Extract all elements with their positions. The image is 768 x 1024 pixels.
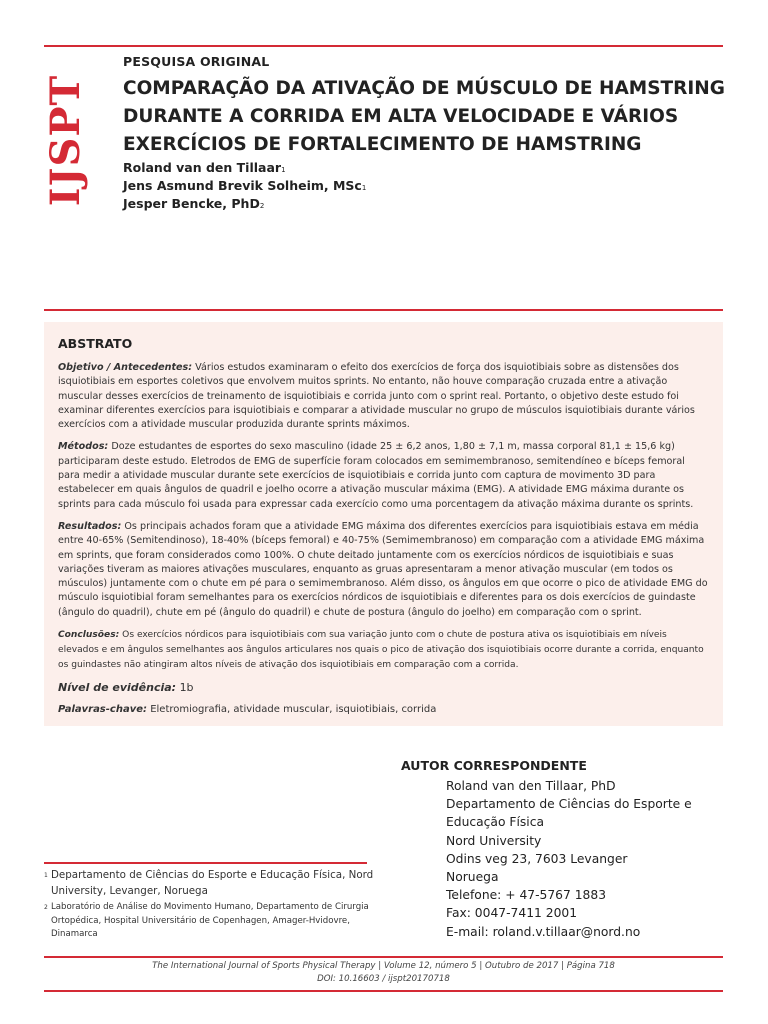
footer-citation: The International Journal of Sports Physical Therapy | Volume 12, número 5 | Outubro de 2017 | Página 718 bbox=[152, 961, 615, 971]
corresponding-address bbox=[446, 777, 692, 941]
author-name: Roland van den Tillaar bbox=[123, 160, 282, 175]
abstract-results bbox=[58, 520, 709, 620]
footnote-text: Laboratório de Análise do Movimento Humano, Departamento de Cirurgia Ortopédica, Hospital Universitário de Copenhagen, Amager-Hvidovre, Dinamarca bbox=[51, 902, 369, 939]
corresponding-line: Odins veg 23, 7603 Levanger bbox=[446, 851, 628, 866]
corresponding-fax: Fax: 0047-7411 2001 bbox=[446, 906, 578, 921]
results-text: Os principais achados foram que a atividade EMG máxima dos diferentes exercícios para isquiotibiais estava em média entre 40-65% (Semitendinoso), 18-40% (bíceps femoral) e 40-75% (Semimembranoso) em comparação com a atividade EMG máxima em sprints, que foram considerados como 100%. O chute deitado juntamente com os exercícios nórdicos de isquiotibiais e suas variações tiveram as maiores ativações musculares, enquanto as gruas apresentaram a menor ativação muscular (em todos os músculos) juntamente com o chute em pé para o semimembranoso. Além disso, os ângulos em que ocorre o pico de atividade EMG do músculo isquiotibial foram semelhantes para os exercícios nórdicos de isquiotibiais e diferentes para os dois exercícios de guindaste (ângulo do quadril), chute em pé (ângulo do quadril) e chute de postura (ângulo do joelho) em comparação com o sprint. bbox=[58, 520, 708, 618]
footnote-number: 1 bbox=[44, 872, 48, 879]
corresponding-phone: Telefone: + 47-5767 1883 bbox=[446, 888, 607, 903]
keywords-value: Eletromiografia, atividade muscular, isquiotibiais, corrida bbox=[150, 704, 437, 716]
abstract-objective bbox=[58, 361, 709, 432]
author-affiliation: 2 bbox=[259, 202, 265, 210]
top-rule bbox=[44, 45, 723, 47]
corresponding-line: Educação Física bbox=[446, 815, 545, 830]
author-affiliation: 1 bbox=[281, 166, 286, 174]
keywords bbox=[58, 704, 709, 715]
evidence-label: Nível de evidência: bbox=[58, 681, 177, 695]
author bbox=[123, 196, 366, 214]
methods-text: Doze estudantes de esportes do sexo masculino (idade 25 ± 6,2 anos, 1,80 ± 7,1 m, massa corporal 81,1 ± 15,6 kg) participaram deste estudo. Eletrodos de EMG de superfície foram colocados em semimembranoso, semitendíneo e bíceps femoral para medir a atividade muscular durante sete exercícios de isquiotibiais e corrida junto com captura de movimento 3D para estabelecer em quais ângulos de quadril e joelho ocorre a ativação muscular máxima (EMG). A atividade EMG máxima durante os sprints para cada músculo foi usada para expressar cada exercício como uma porcentagem da ativação máxima durante os sprints. bbox=[58, 441, 694, 510]
objective-label: Objetivo / Antecedentes: bbox=[58, 362, 193, 373]
affiliation-footnotes bbox=[44, 868, 374, 944]
footer-rule-bottom bbox=[44, 990, 723, 992]
journal-logo-text: IJSPT bbox=[42, 74, 90, 206]
title-line: EXERCÍCIOS DE FORTALECIMENTO DE HAMSTRING bbox=[123, 134, 642, 155]
abstract-box bbox=[44, 322, 723, 726]
author-name: Jesper Bencke, PhD bbox=[123, 196, 260, 211]
footer-rule-top bbox=[44, 956, 723, 958]
abstract-methods bbox=[58, 440, 709, 511]
keywords-label: Palavras-chave: bbox=[58, 704, 148, 716]
abstract-heading: ABSTRATO bbox=[58, 336, 133, 351]
abstract-conclusions bbox=[58, 628, 709, 673]
evidence-value: 1b bbox=[179, 681, 194, 695]
corresponding-line: Nord University bbox=[446, 833, 542, 848]
methods-label: Métodos: bbox=[58, 441, 109, 453]
footnote bbox=[44, 901, 374, 942]
corresponding-line: Noruega bbox=[446, 870, 499, 885]
author bbox=[123, 160, 366, 178]
results-label: Resultados: bbox=[58, 520, 122, 532]
conclusions-label: Conclusões: bbox=[58, 630, 120, 641]
corresponding-name: Roland van den Tillaar, PhD bbox=[446, 779, 616, 793]
evidence-level bbox=[58, 681, 709, 694]
title-line: DURANTE A CORRIDA EM ALTA VELOCIDADE E VÁRIOS bbox=[123, 106, 679, 127]
title-line: COMPARAÇÃO DA ATIVAÇÃO DE MÚSCULO DE HAMSTRING bbox=[123, 78, 725, 99]
page-footer bbox=[44, 960, 723, 986]
author-name: Jens Asmund Brevik Solheim, MSc bbox=[123, 178, 362, 193]
section-rule bbox=[44, 309, 723, 311]
footnote-number: 2 bbox=[44, 904, 48, 911]
section-label: PESQUISA ORIGINAL bbox=[123, 54, 270, 69]
author bbox=[123, 178, 366, 196]
footnote bbox=[44, 868, 374, 899]
conclusions-text: Os exercícios nórdicos para isquiotibiais com sua variação junto com o chute de postura ativa os isquiotibiais em níveis elevados e em ângulos semelhantes aos ângulos articulares nos quais o pico de ativação dos isquiotibiais ocorre durante a corrida, enquanto os guindastes não atingiram altos níveis de ativação dos isquiotibiais em comparação com a corrida. bbox=[58, 630, 704, 671]
corresponding-heading: AUTOR CORRESPONDENTE bbox=[401, 758, 587, 773]
journal-logo bbox=[36, 74, 96, 206]
objective-text: Vários estudos examinaram o efeito dos exercícios de força dos isquiotibiais sobre as distensões dos isquiotibiais em esportes coletivos que envolvem muitos sprints. No entanto, não houve comparação cruzada entre a ativação muscular desses exercícios de treinamento de isquiotibiais e corrida junto com o sprint real. Portanto, o objetivo deste estudo foi examinar diferentes exercícios para isquiotibiais e comparar a atividade muscular no grupo de músculos isquiotibiais durante vários exercícios com a atividade muscular produzida durante sprints máximos. bbox=[58, 362, 695, 431]
footnote-rule bbox=[44, 862, 367, 864]
author-list bbox=[123, 160, 366, 214]
corresponding-line: Departamento de Ciências do Esporte e bbox=[446, 797, 692, 812]
footer-doi: DOI: 10.16603 / ijspt20170718 bbox=[317, 974, 450, 984]
footnote-text: Departamento de Ciências do Esporte e Educação Física, Nord University, Levanger, Noruega bbox=[51, 869, 374, 897]
article-title bbox=[123, 75, 723, 159]
corresponding-email: E-mail: roland.v.tillaar@nord.no bbox=[446, 924, 641, 939]
author-affiliation: 1 bbox=[361, 184, 367, 192]
